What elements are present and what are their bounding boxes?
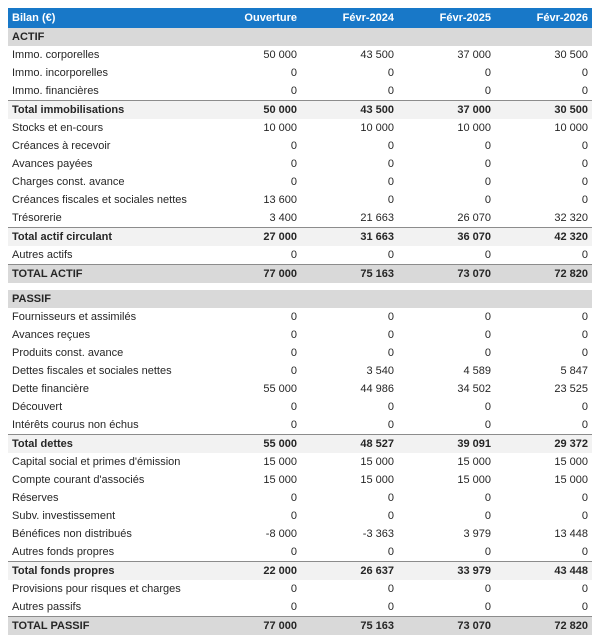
cell-value: 43 500 xyxy=(301,101,398,120)
cell-value: 13 600 xyxy=(263,194,297,206)
row-label: Dettes fiscales et sociales nettes xyxy=(12,365,172,377)
cell-value: 26 070 xyxy=(457,212,491,224)
cell-value: 43 500 xyxy=(360,49,394,61)
row-label: Autres actifs xyxy=(12,249,73,261)
cell-value: 0 xyxy=(484,67,491,79)
cell-value: 15 000 xyxy=(360,456,394,468)
cell-value: 0 xyxy=(581,347,588,359)
data-row xyxy=(8,543,592,562)
cell-value: 15 000 xyxy=(457,456,491,468)
cell-value: 5 847 xyxy=(560,365,588,377)
cell-value: 0 xyxy=(484,158,491,170)
cell-value: 0 xyxy=(484,85,491,97)
cell-value: 0 xyxy=(581,601,588,613)
cell-value: 0 xyxy=(484,194,491,206)
cell-value: 0 xyxy=(581,583,588,595)
cell-value: 0 xyxy=(484,176,491,188)
total-row xyxy=(8,265,592,284)
cell-value: 0 xyxy=(484,419,491,431)
row-label: Immo. corporelles xyxy=(12,49,100,61)
cell-value: 0 xyxy=(581,546,588,558)
data-row xyxy=(8,209,592,228)
data-row xyxy=(8,525,592,543)
cell-value: 0 xyxy=(581,401,588,413)
cell-value: 0 xyxy=(290,583,297,595)
col-header-fevr-2026: Févr-2026 xyxy=(495,8,592,28)
cell-value: 21 663 xyxy=(360,212,394,224)
subtotal-row xyxy=(8,435,592,454)
row-label: Produits const. avance xyxy=(12,347,124,359)
cell-value: 43 448 xyxy=(495,562,592,581)
data-row xyxy=(8,489,592,507)
cell-value: 0 xyxy=(484,601,491,613)
row-label: Total fonds propres xyxy=(8,562,204,581)
data-row xyxy=(8,119,592,137)
cell-value: 26 637 xyxy=(301,562,398,581)
cell-value: 0 xyxy=(581,249,588,261)
cell-value: 0 xyxy=(387,158,394,170)
cell-value: 0 xyxy=(290,311,297,323)
cell-value: 77 000 xyxy=(204,265,301,284)
cell-value: 0 xyxy=(581,158,588,170)
data-row xyxy=(8,64,592,82)
cell-value: 0 xyxy=(387,176,394,188)
cell-value: 0 xyxy=(290,546,297,558)
cell-value: 0 xyxy=(290,249,297,261)
table-title: Bilan (€) xyxy=(8,8,204,28)
row-label: Charges const. avance xyxy=(12,176,125,188)
cell-value: 0 xyxy=(290,510,297,522)
cell-value: 44 986 xyxy=(360,383,394,395)
table-body xyxy=(8,28,592,635)
row-label: Fournisseurs et assimilés xyxy=(12,311,137,323)
row-label: Bénéfices non distribués xyxy=(12,528,132,540)
section-row xyxy=(8,28,592,46)
data-row xyxy=(8,246,592,265)
cell-value: 75 163 xyxy=(301,617,398,636)
cell-value: 31 663 xyxy=(301,228,398,247)
cell-value: 0 xyxy=(581,510,588,522)
data-row xyxy=(8,155,592,173)
spacer-cell xyxy=(8,283,592,290)
cell-value: 37 000 xyxy=(398,101,495,120)
row-label: TOTAL PASSIF xyxy=(8,617,204,636)
cell-value: 3 540 xyxy=(366,365,394,377)
cell-value: 33 979 xyxy=(398,562,495,581)
data-row xyxy=(8,46,592,64)
data-row xyxy=(8,398,592,416)
cell-value: -8 000 xyxy=(265,528,297,540)
cell-value: 0 xyxy=(581,67,588,79)
cell-value: 0 xyxy=(387,311,394,323)
data-row xyxy=(8,308,592,326)
cell-value: 36 070 xyxy=(398,228,495,247)
row-label: Immo. financières xyxy=(12,85,99,97)
cell-value: 3 400 xyxy=(269,212,297,224)
row-label: Provisions pour risques et charges xyxy=(12,583,181,595)
cell-value: 0 xyxy=(387,329,394,341)
cell-value: 13 448 xyxy=(554,528,588,540)
cell-value: 0 xyxy=(290,140,297,152)
cell-value: 27 000 xyxy=(204,228,301,247)
cell-value: 0 xyxy=(290,419,297,431)
cell-value: 10 000 xyxy=(263,122,297,134)
total-row xyxy=(8,617,592,636)
cell-value: 3 979 xyxy=(463,528,491,540)
cell-value: 15 000 xyxy=(360,474,394,486)
data-row xyxy=(8,344,592,362)
row-label: Total actif circulant xyxy=(8,228,204,247)
cell-value: 0 xyxy=(387,85,394,97)
cell-value: 0 xyxy=(484,347,491,359)
cell-value: 0 xyxy=(484,583,491,595)
cell-value: 0 xyxy=(290,85,297,97)
col-header-ouverture: Ouverture xyxy=(204,8,301,28)
row-label: Créances fiscales et sociales nettes xyxy=(12,194,187,206)
row-label: Subv. investissement xyxy=(12,510,116,522)
cell-value: 0 xyxy=(581,419,588,431)
cell-value: 0 xyxy=(484,546,491,558)
cell-value: 72 820 xyxy=(495,617,592,636)
cell-value: 0 xyxy=(581,311,588,323)
cell-value: 10 000 xyxy=(360,122,394,134)
col-header-fevr-2025: Févr-2025 xyxy=(398,8,495,28)
cell-value: 0 xyxy=(290,492,297,504)
cell-value: 0 xyxy=(581,194,588,206)
cell-value: 0 xyxy=(484,401,491,413)
cell-value: 0 xyxy=(387,510,394,522)
cell-value: 0 xyxy=(387,249,394,261)
cell-value: 0 xyxy=(290,67,297,79)
cell-value: 0 xyxy=(387,601,394,613)
cell-value: 0 xyxy=(290,365,297,377)
cell-value: 72 820 xyxy=(495,265,592,284)
cell-value: 42 320 xyxy=(495,228,592,247)
cell-value: 15 000 xyxy=(554,474,588,486)
row-label: Créances à recevoir xyxy=(12,140,111,152)
cell-value: 0 xyxy=(387,67,394,79)
col-header-fevr-2024: Févr-2024 xyxy=(301,8,398,28)
cell-value: 0 xyxy=(387,140,394,152)
cell-value: 0 xyxy=(290,601,297,613)
row-label: Réserves xyxy=(12,492,59,504)
cell-value: 34 502 xyxy=(457,383,491,395)
cell-value: 50 000 xyxy=(204,101,301,120)
cell-value: 39 091 xyxy=(398,435,495,454)
cell-value: 48 527 xyxy=(301,435,398,454)
row-label: Trésorerie xyxy=(12,212,62,224)
spacer-row xyxy=(8,283,592,290)
section-label: PASSIF xyxy=(8,290,592,308)
data-row xyxy=(8,507,592,525)
cell-value: 4 589 xyxy=(463,365,491,377)
cell-value: 0 xyxy=(290,176,297,188)
cell-value: 75 163 xyxy=(301,265,398,284)
cell-value: 0 xyxy=(581,492,588,504)
row-label: Compte courant d'associés xyxy=(12,474,145,486)
cell-value: -3 363 xyxy=(362,528,394,540)
cell-value: 15 000 xyxy=(554,456,588,468)
row-label: Total dettes xyxy=(8,435,204,454)
cell-value: 15 000 xyxy=(263,456,297,468)
row-label: Immo. incorporelles xyxy=(12,67,108,79)
cell-value: 0 xyxy=(484,311,491,323)
cell-value: 0 xyxy=(387,419,394,431)
row-label: Avances payées xyxy=(12,158,93,170)
cell-value: 0 xyxy=(387,546,394,558)
cell-value: 37 000 xyxy=(457,49,491,61)
cell-value: 0 xyxy=(387,492,394,504)
cell-value: 22 000 xyxy=(204,562,301,581)
row-label: Découvert xyxy=(12,401,63,413)
cell-value: 10 000 xyxy=(554,122,588,134)
cell-value: 73 070 xyxy=(398,265,495,284)
data-row xyxy=(8,416,592,435)
subtotal-row xyxy=(8,562,592,581)
cell-value: 0 xyxy=(484,329,491,341)
data-row xyxy=(8,598,592,617)
cell-value: 0 xyxy=(290,158,297,170)
cell-value: 0 xyxy=(484,140,491,152)
cell-value: 0 xyxy=(290,329,297,341)
row-label: TOTAL ACTIF xyxy=(8,265,204,284)
row-label: Stocks et en-cours xyxy=(12,122,104,134)
row-label: Total immobilisations xyxy=(8,101,204,120)
cell-value: 30 500 xyxy=(554,49,588,61)
cell-value: 0 xyxy=(387,194,394,206)
row-label: Dette financière xyxy=(12,383,90,395)
cell-value: 10 000 xyxy=(457,122,491,134)
cell-value: 0 xyxy=(387,401,394,413)
cell-value: 0 xyxy=(387,347,394,359)
cell-value: 0 xyxy=(581,85,588,97)
data-row xyxy=(8,453,592,471)
cell-value: 55 000 xyxy=(263,383,297,395)
data-row xyxy=(8,326,592,344)
cell-value: 0 xyxy=(484,510,491,522)
data-row xyxy=(8,173,592,191)
cell-value: 23 525 xyxy=(554,383,588,395)
cell-value: 50 000 xyxy=(263,49,297,61)
cell-value: 0 xyxy=(290,347,297,359)
row-label: Autres passifs xyxy=(12,601,82,613)
cell-value: 15 000 xyxy=(457,474,491,486)
cell-value: 29 372 xyxy=(495,435,592,454)
cell-value: 0 xyxy=(290,401,297,413)
section-row xyxy=(8,290,592,308)
data-row xyxy=(8,191,592,209)
cell-value: 0 xyxy=(581,176,588,188)
header-row xyxy=(8,8,592,28)
row-label: Intérêts courus non échus xyxy=(12,419,139,431)
row-label: Avances reçues xyxy=(12,329,91,341)
cell-value: 73 070 xyxy=(398,617,495,636)
section-label: ACTIF xyxy=(8,28,592,46)
data-row xyxy=(8,380,592,398)
row-label: Capital social et primes d'émission xyxy=(12,456,181,468)
subtotal-row xyxy=(8,101,592,120)
cell-value: 32 320 xyxy=(554,212,588,224)
cell-value: 77 000 xyxy=(204,617,301,636)
cell-value: 0 xyxy=(484,249,491,261)
data-row xyxy=(8,137,592,155)
cell-value: 55 000 xyxy=(204,435,301,454)
cell-value: 30 500 xyxy=(495,101,592,120)
row-label: Autres fonds propres xyxy=(12,546,115,558)
data-row xyxy=(8,580,592,598)
data-row xyxy=(8,362,592,380)
bilan-table xyxy=(8,8,592,635)
cell-value: 0 xyxy=(387,583,394,595)
subtotal-row xyxy=(8,228,592,247)
cell-value: 0 xyxy=(484,492,491,504)
data-row xyxy=(8,82,592,101)
cell-value: 15 000 xyxy=(263,474,297,486)
cell-value: 0 xyxy=(581,140,588,152)
data-row xyxy=(8,471,592,489)
cell-value: 0 xyxy=(581,329,588,341)
